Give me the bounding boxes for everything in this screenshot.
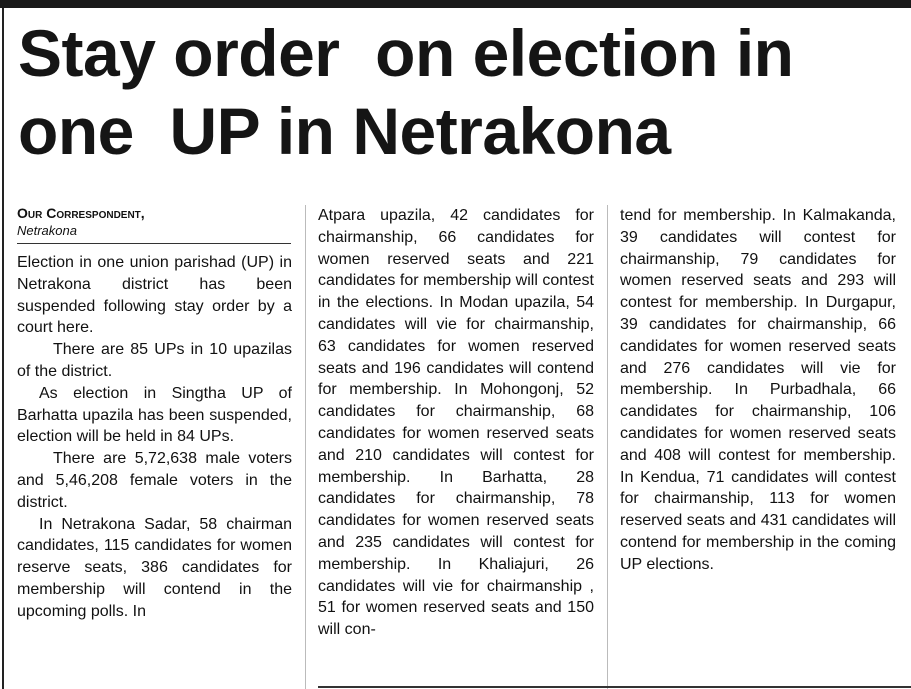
article-column-2 [318,205,594,641]
column-divider-1 [305,205,306,689]
top-rule [0,0,911,8]
article-column-1 [17,205,292,623]
bottom-rule [318,686,911,688]
paragraph-3: As election in Singtha UP of Barhatta upazila has been suspended, election will be held in 84 UPs. [17,384,292,446]
paragraph-7: tend for membership. In Kalmakanda, 39 candidates will contest for chairmanship, 79 candidates for women reserved seats and 293 will contest for membership. In Durgapur, 39 candidates for chairmanship, 66 candidates for women reserved seats and 276 candidates will vie for membership. In Purbadhala, 66 candidates for chairmanship, 106 candidates for women reserved seats and 408 will contest for membership. In Kendua, 71 candidates will contest for chairmanship, 113 for women reserved seats and 431 candidates will contend for membership in the coming UP elections. [620,207,896,573]
left-border-rule [2,8,4,689]
paragraph-1: Election in one union parishad (UP) in Netrakona district has been suspended following stay order by a court here. [17,254,292,337]
byline-location: Netrakona [17,223,77,238]
column-divider-2 [607,205,608,689]
byline-divider [17,243,291,244]
paragraph-4: There are 5,72,638 male voters and 5,46,208 female voters in the district. [17,450,292,511]
byline-author: Our Correspondent, [17,205,145,221]
article-column-3 [620,205,896,576]
paragraph-6: Atpara upazila, 42 candidates for chairmanship, 66 candidates for women reserved seats and 221 candidates for membership will contest in the elections. In Modan upazila, 54 candidates will vie for chairmanship, 63 candidates for women reserved seats and 196 candidates will contend for membership. In Mohongonj, 52 candidates for chairmanship, 68 candidates for women reserved seats and 210 candidates will contest for membership. In Barhatta, 28 candidates for chairmanship, 78 candidates for women reserved seats and 235 candidates will contest for membership. In Khaliajuri, 26 candidates will vie for chairmanship , 51 for women reserved seats and 150 will con- [318,207,594,639]
paragraph-5: In Netrakona Sadar, 58 chairman candidates, 115 candidates for women reserve seats, 386 candidates for membership will contend in the upcoming polls. In [17,515,292,620]
headline: Stay order on election in one UP in Netrakona [18,16,794,168]
paragraph-2: There are 85 UPs in 10 upazilas of the district. [17,341,292,380]
